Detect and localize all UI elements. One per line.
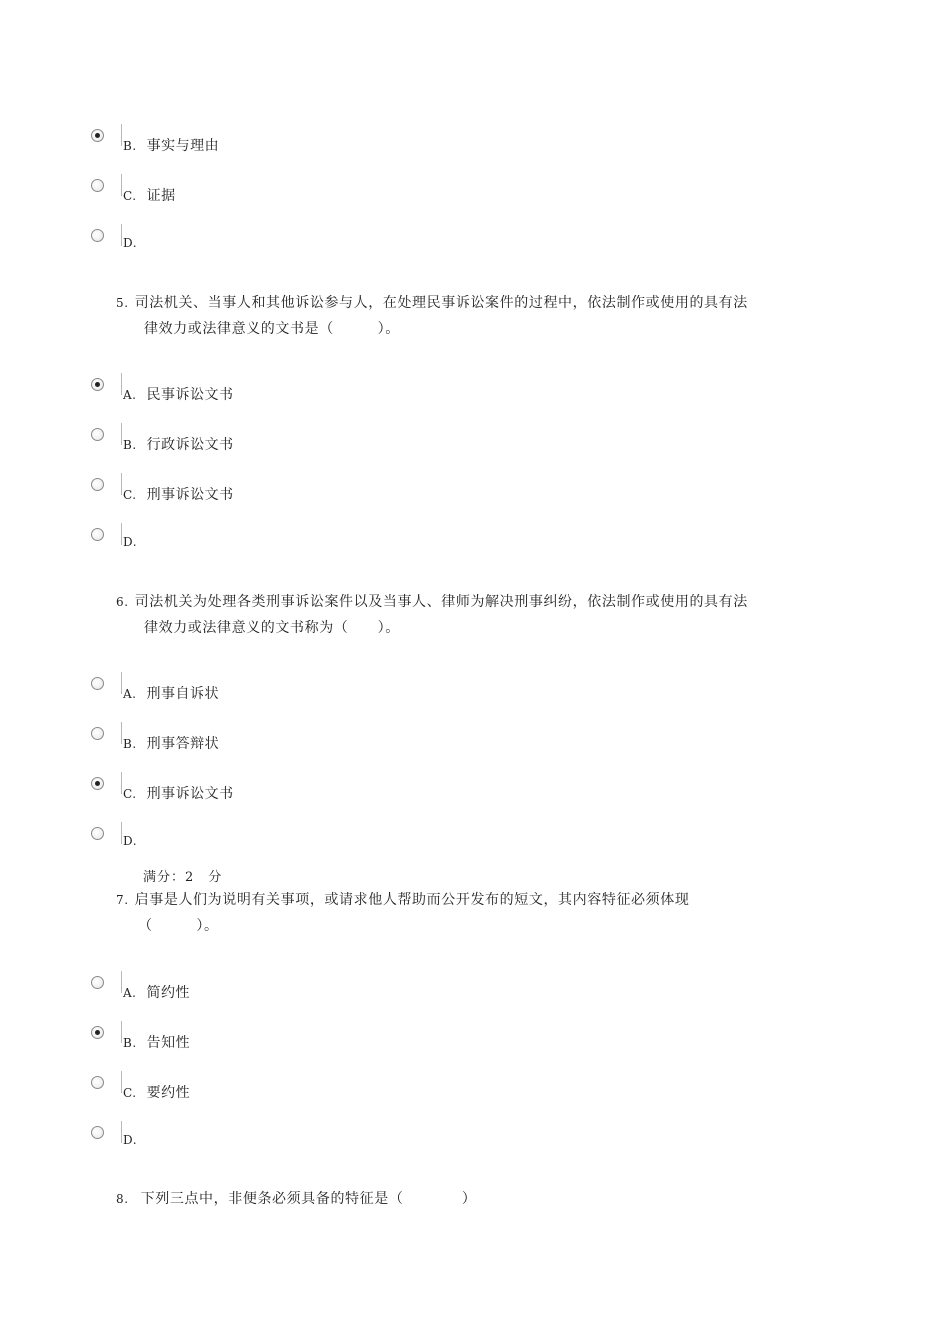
option-text: 民事诉讼文书	[146, 387, 234, 403]
question-text-line1: 启事是人们为说明有关事项，或请求他人帮助而公开发布的短文，其内容特征必须体现	[134, 892, 690, 908]
q4-option-b[interactable]	[0, 129, 950, 159]
q4-option-c[interactable]	[0, 179, 950, 209]
option-text: 事实与理由	[146, 138, 220, 154]
option-text: 刑事答辩状	[146, 736, 220, 752]
option-divider	[121, 772, 122, 794]
radio-icon[interactable]	[91, 976, 104, 989]
radio-icon[interactable]	[91, 827, 104, 840]
q5-option-b[interactable]	[0, 428, 950, 458]
option-text: 刑事诉讼文书	[146, 487, 234, 503]
option-letter: C.	[123, 787, 137, 801]
option-text: 证据	[146, 188, 176, 204]
question-text-line1: 下列三点中，非便条必须具备的特征是（ ）	[140, 1191, 477, 1207]
option-divider	[121, 373, 122, 395]
option-divider	[121, 822, 122, 844]
option-text: 刑事自诉状	[146, 686, 219, 702]
radio-icon[interactable]	[91, 478, 104, 491]
option-divider	[121, 423, 122, 445]
radio-icon[interactable]	[91, 229, 104, 242]
question-text-line1: 司法机关为处理各类刑事诉讼案件以及当事人、律师为解决刑事纠纷，依法制作或使用的具有法	[134, 594, 748, 610]
score-label: 满分：2 分	[143, 870, 223, 885]
q7-option-b[interactable]	[0, 1026, 950, 1056]
radio-selected-icon[interactable]	[91, 129, 104, 142]
q6-option-a[interactable]	[0, 677, 950, 707]
radio-selected-icon[interactable]	[91, 1026, 104, 1039]
question-7	[116, 887, 816, 939]
option-letter: C.	[123, 1086, 137, 1100]
option-letter: C.	[123, 488, 137, 502]
option-divider	[121, 174, 122, 196]
option-letter: D.	[123, 1133, 138, 1147]
question-text-line2: 律效力或法律意义的文书称为（ ）。	[144, 620, 400, 636]
option-letter: A.	[123, 687, 137, 701]
radio-selected-icon[interactable]	[91, 378, 104, 391]
option-letter: A.	[123, 388, 137, 402]
option-divider	[121, 523, 122, 545]
option-letter: B.	[123, 737, 137, 751]
radio-icon[interactable]	[91, 179, 104, 192]
radio-icon[interactable]	[91, 1126, 104, 1139]
option-text: 告知性	[146, 1035, 191, 1051]
option-text: 简约性	[146, 985, 190, 1001]
radio-icon[interactable]	[91, 677, 104, 690]
option-text: 要约性	[146, 1085, 191, 1101]
radio-icon[interactable]	[91, 727, 104, 740]
question-number: 7.	[116, 893, 129, 907]
question-number: 5.	[116, 296, 129, 310]
q5-option-a[interactable]	[0, 378, 950, 408]
q7-option-c[interactable]	[0, 1076, 950, 1106]
option-divider	[121, 224, 122, 246]
option-divider	[121, 124, 122, 146]
question-5	[116, 290, 816, 342]
q6-option-d[interactable]	[0, 827, 950, 857]
option-letter: D.	[123, 834, 138, 848]
option-divider	[121, 672, 122, 694]
option-letter: A.	[123, 986, 137, 1000]
option-letter: C.	[123, 189, 137, 203]
q5-option-c[interactable]	[0, 478, 950, 508]
option-letter: D.	[123, 535, 138, 549]
option-letter: D.	[123, 236, 138, 250]
radio-icon[interactable]	[91, 428, 104, 441]
radio-icon[interactable]	[91, 528, 104, 541]
q5-option-d[interactable]	[0, 528, 950, 558]
question-number: 8.	[116, 1192, 129, 1206]
q7-option-d[interactable]	[0, 1126, 950, 1156]
option-divider	[121, 473, 122, 495]
radio-icon[interactable]	[91, 1076, 104, 1089]
option-divider	[121, 1071, 122, 1093]
option-divider	[121, 971, 122, 993]
question-text-line1: 司法机关、当事人和其他诉讼参与人，在处理民事诉讼案件的过程中，依法制作或使用的具有法	[134, 295, 748, 311]
q6-option-c[interactable]	[0, 777, 950, 807]
option-divider	[121, 722, 122, 744]
option-text: 行政诉讼文书	[146, 437, 234, 453]
question-text-line2: 律效力或法律意义的文书是（ ）。	[144, 321, 400, 337]
option-letter: B.	[123, 1036, 137, 1050]
option-divider	[121, 1021, 122, 1043]
q7-option-a[interactable]	[0, 976, 950, 1006]
option-divider	[121, 1121, 122, 1143]
question-text-line2: （ ）。	[138, 918, 219, 934]
option-letter: B.	[123, 139, 137, 153]
option-letter: B.	[123, 438, 137, 452]
question-number: 6.	[116, 595, 129, 609]
option-text: 刑事诉讼文书	[146, 786, 234, 802]
question-8	[116, 1186, 816, 1212]
q6-option-b[interactable]	[0, 727, 950, 757]
question-6	[116, 589, 816, 641]
q4-option-d[interactable]	[0, 229, 950, 259]
radio-selected-icon[interactable]	[91, 777, 104, 790]
